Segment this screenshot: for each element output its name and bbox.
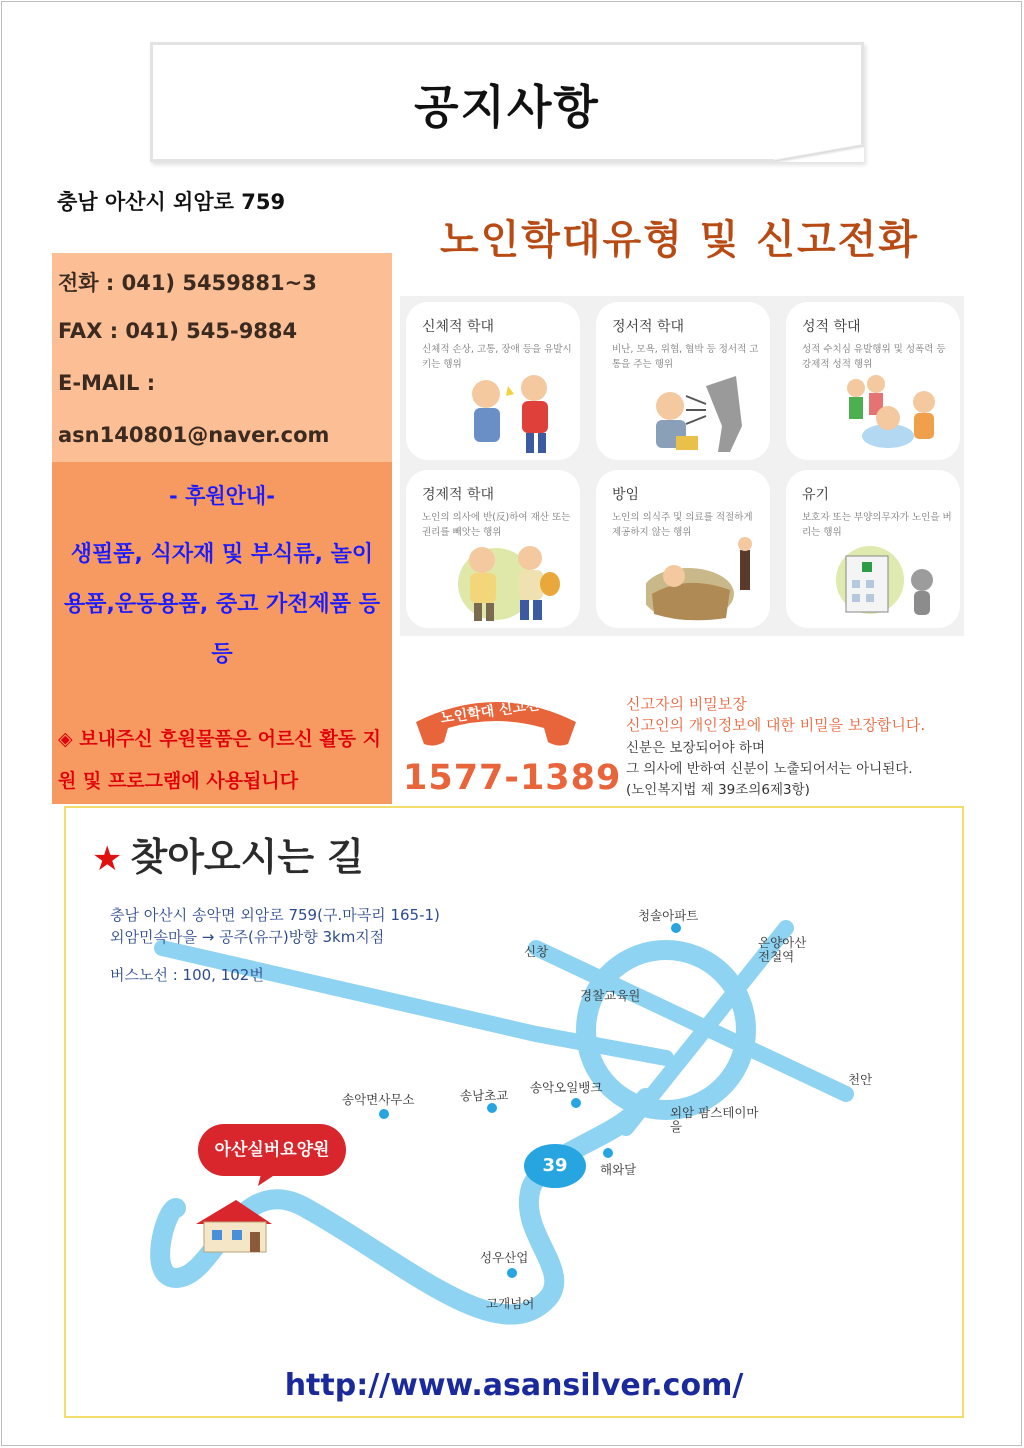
map-address-line-2: 외암민속마을 → 공주(유구)방향 3km지점 xyxy=(110,928,385,946)
directions-heading: ★ 찾아오시는 길 xyxy=(92,835,364,879)
support-items: 생필품, 식자재 및 부식류, 놀이용품,운동용품, 중고 가전제품 등등 xyxy=(64,542,380,667)
support-title: - 후원안내- xyxy=(169,484,275,508)
card-title: 신체적 학대 xyxy=(422,319,495,335)
road-map xyxy=(66,808,962,1416)
place-sinchang: 신창 xyxy=(524,944,549,959)
support-note: ◈ 보내주신 후원물품은 어르신 활동 지원 및 프로그램에 사용됩니다 xyxy=(58,728,381,792)
place-cheongsol: 청솔아파트 xyxy=(638,908,699,923)
privacy-block xyxy=(626,694,966,801)
card-title: 정서적 학대 xyxy=(612,319,685,335)
card-desc: 성적 수치심 유발행위 및 성폭력 등 강제적 성적 행위 xyxy=(802,344,946,370)
card-desc: 비난, 모욕, 위협, 협박 등 정서적 고통을 주는 행위 xyxy=(612,344,759,370)
sexual-abuse-illustration xyxy=(836,366,946,456)
place-seongwoo: 성우산업 xyxy=(480,1250,529,1265)
abuse-types-grid xyxy=(400,296,964,636)
card-title: 성적 학대 xyxy=(802,319,861,335)
facility-label: 아산실버요양원 xyxy=(198,1124,346,1176)
place-onyang: 온양아산 전철역 xyxy=(758,935,807,964)
card-desc: 노인의 의식주 및 의료를 적절하게 제공하지 않는 행위 xyxy=(612,512,753,538)
emotional-abuse-illustration xyxy=(646,366,756,456)
place-songnam-school: 송남초교 xyxy=(460,1088,509,1103)
privacy-line-2: 그 의사에 반하여 신분이 노출되어서는 아니된다. xyxy=(626,761,913,777)
abuse-heading: 노인학대유형 및 신고전화 xyxy=(440,217,919,263)
fax-text: FAX : 041) 545-9884 xyxy=(58,319,298,343)
card-title: 방임 xyxy=(612,487,640,503)
privacy-title: 신고자의 비밀보장 xyxy=(626,695,747,713)
privacy-law: (노인복지법 제 39조의6제3항) xyxy=(626,782,810,798)
privacy-line-1: 신분은 보장되어야 하며 xyxy=(626,740,765,756)
abandonment-illustration xyxy=(836,534,946,624)
abuse-card-emotional xyxy=(596,302,770,460)
abuse-card-physical xyxy=(406,302,580,460)
place-police-academy: 경찰교육원 xyxy=(580,988,641,1003)
hotline-badge-label: 노인학대 신고전화 xyxy=(439,695,554,727)
email-address[interactable]: asn140801@naver.com xyxy=(58,423,330,447)
hotline-number[interactable]: 1577-1389 xyxy=(403,758,622,798)
bus-routes: 버스노선 : 100, 102번 xyxy=(110,966,264,984)
abuse-card-financial xyxy=(406,470,580,628)
place-oeam: 외암 팜스테이마을 xyxy=(670,1105,759,1134)
star-icon: ★ xyxy=(92,839,123,879)
directions-map xyxy=(64,806,964,1418)
email-label: E-MAIL : xyxy=(58,371,156,395)
place-cheonan: 천안 xyxy=(848,1072,873,1087)
physical-abuse-illustration xyxy=(456,366,566,456)
place-songak-bank: 송악오일뱅크 xyxy=(530,1080,603,1095)
page-curl xyxy=(774,144,864,162)
place-songak-office: 송악면사무소 xyxy=(342,1092,415,1107)
neglect-illustration xyxy=(646,534,756,624)
card-desc: 보호자 또는 부양의무자가 노인을 버리는 행위 xyxy=(802,512,952,538)
address-top: 충남 아산시 외암로 759 xyxy=(57,190,286,214)
abuse-card-sexual xyxy=(786,302,960,460)
abuse-card-abandonment xyxy=(786,470,960,628)
page-title: 공지사항 xyxy=(414,80,600,134)
abuse-card-neglect xyxy=(596,470,770,628)
website-link[interactable]: http://www.asansilver.com/ xyxy=(284,1368,744,1403)
title-box xyxy=(150,42,864,162)
support-panel xyxy=(52,462,392,804)
place-gogae: 고개넘어 xyxy=(486,1296,535,1311)
financial-abuse-illustration xyxy=(456,534,566,624)
card-title: 유기 xyxy=(802,487,830,503)
map-address xyxy=(110,904,440,948)
card-desc: 신체적 손상, 고통, 장애 등을 유발시키는 행위 xyxy=(422,344,572,370)
route-39-badge: 39 xyxy=(524,1144,586,1188)
privacy-subtitle: 신고인의 개인정보에 대한 비밀을 보장합니다. xyxy=(626,716,926,734)
phone-text: 전화 : 041) 5459881~3 xyxy=(58,271,317,295)
card-title: 경제적 학대 xyxy=(422,487,495,503)
card-desc: 노인의 의사에 반(反)하여 재산 또는 권리를 빼앗는 행위 xyxy=(422,512,571,538)
map-address-line-1: 충남 아산시 송악면 외암로 759(구.마곡리 165-1) xyxy=(110,906,440,924)
place-haewadal: 해와달 xyxy=(600,1162,637,1177)
contact-panel xyxy=(52,253,392,462)
